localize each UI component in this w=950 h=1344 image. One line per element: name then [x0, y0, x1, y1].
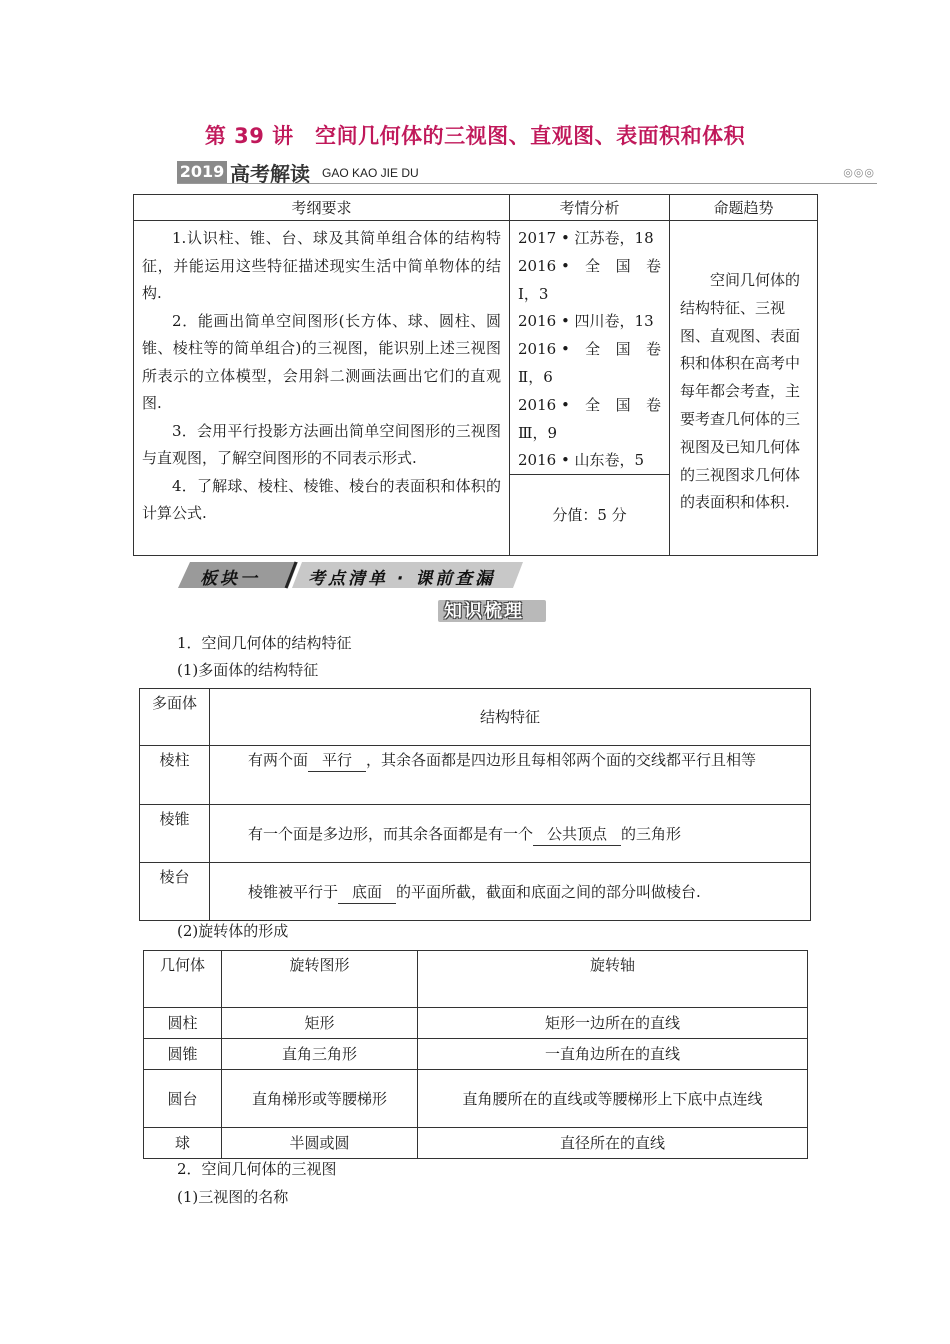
- cell: 圆柱: [144, 1008, 222, 1039]
- analysis-line: Ⅱ，6: [518, 367, 553, 386]
- heading-1b: (2)旋转体的形成: [177, 922, 289, 940]
- section-header: [178, 560, 523, 590]
- trend-text: 空间几何体的结构特征、三视图、直观图、表面积和体积在高考中每年都会考查，主要考查几何体的三视图及已知几何体的三视图求几何体的表面积和体积.: [680, 271, 801, 512]
- banner-divider: [177, 183, 877, 184]
- header-structure: 结构特征: [210, 689, 811, 746]
- cell: 圆锥: [144, 1039, 222, 1070]
- heading-1a: (1)多面体的结构特征: [177, 661, 319, 679]
- cell: 直角三角形: [222, 1039, 418, 1070]
- answer-blank: 公共顶点: [533, 823, 621, 846]
- analysis-line: 2017 • 江苏卷，18: [518, 229, 654, 247]
- header-axis: 旋转轴: [418, 951, 808, 1008]
- answer-blank: 底面: [338, 881, 396, 904]
- analysis-line: Ⅲ，9: [518, 423, 558, 442]
- analysis-line: 2016 • 山东卷，5: [518, 451, 645, 470]
- row-desc: 有两个面 平行 ，其余各面都是四边形且每相邻两个面的交线都平行且相等: [210, 746, 811, 805]
- analysis-line: 2016 • 四川卷，13: [518, 312, 654, 331]
- requirement-item: 1.认识柱、锥、台、球及其简单组合体的结构特征，并能运用这些特征描述现实生活中简单物体的结构.: [142, 229, 501, 302]
- row-desc: 有一个面是多边形，而其余各面都是有一个 公共顶点 的三角形: [210, 805, 811, 863]
- answer-blank: 平行: [308, 749, 366, 772]
- analysis-cell: [510, 221, 670, 556]
- cell: 矩形: [222, 1008, 418, 1039]
- header-polyhedron: 多面体: [140, 689, 210, 746]
- trend-cell: [670, 221, 818, 556]
- heading-2: 2．空间几何体的三视图: [177, 1160, 337, 1178]
- heading-2a: (1)三视图的名称: [177, 1188, 289, 1206]
- section-title: 考点清单 · 课前查漏: [308, 569, 496, 589]
- cell: 直角腰所在的直线或等腰梯形上下底中点连线: [418, 1070, 808, 1128]
- header-analysis: 考情分析: [510, 195, 670, 221]
- heading-1: 1．空间几何体的结构特征: [177, 634, 352, 652]
- subsection-header: [438, 596, 546, 624]
- requirements-cell: [134, 221, 510, 556]
- cell: 半圆或圆: [222, 1128, 418, 1159]
- cell: 矩形一边所在的直线: [418, 1008, 808, 1039]
- header-solid: 几何体: [144, 951, 222, 1008]
- exam-outline-table: [133, 194, 818, 556]
- requirement-item: 3．会用平行投影方法画出简单空间图形的三视图与直观图，了解空间图形的不同表示形式.: [142, 421, 501, 467]
- banner-dots-icon: ◎◎◎: [843, 166, 875, 179]
- row-name: 棱锥: [140, 805, 210, 863]
- analysis-line: Ⅰ，3: [518, 284, 549, 303]
- cell: 直径所在的直线: [418, 1128, 808, 1159]
- banner-label: 高考解读: [230, 162, 310, 186]
- cell: 一直角边所在的直线: [418, 1039, 808, 1070]
- cell: 圆台: [144, 1070, 222, 1128]
- header-trend: 命题趋势: [670, 195, 818, 221]
- header-requirements: 考纲要求: [134, 195, 510, 221]
- cell: 直角梯形或等腰梯形: [222, 1070, 418, 1128]
- analysis-line: 2016 • 全 国 卷: [518, 340, 661, 359]
- cell: 球: [144, 1128, 222, 1159]
- subsection-title: 知识梳理: [444, 601, 524, 622]
- requirement-item: 2．能画出简单空间图形(长方体、球、圆柱、圆锥、棱柱等的简单组合)的三视图，能识别上述三视图所表示的立体模型，会用斜二测画法画出它们的直观图.: [142, 311, 501, 412]
- rotation-body-table: [143, 950, 808, 1159]
- banner-pinyin: GAO KAO JIE DU: [322, 166, 419, 180]
- row-name: 棱柱: [140, 746, 210, 805]
- row-desc: 棱锥被平行于 底面 的平面所截，截面和底面之间的部分叫做棱台.: [210, 863, 811, 921]
- section-part: 板块一: [200, 569, 260, 589]
- requirement-item: 4．了解球、棱柱、棱锥、棱台的表面积和体积的计算公式.: [142, 476, 501, 522]
- row-name: 棱台: [140, 863, 210, 921]
- score-text: 分值：5 分: [510, 474, 669, 555]
- header-rotated-shape: 旋转图形: [222, 951, 418, 1008]
- page-title: 第 39 讲 空间几何体的三视图、直观图、表面积和体积: [204, 124, 746, 148]
- analysis-line: 2016 • 全 国 卷: [518, 256, 661, 275]
- banner-year: 2019: [177, 161, 227, 183]
- exam-analysis-banner: [177, 158, 877, 186]
- polyhedron-table: [139, 688, 811, 921]
- analysis-line: 2016 • 全 国 卷: [518, 395, 661, 414]
